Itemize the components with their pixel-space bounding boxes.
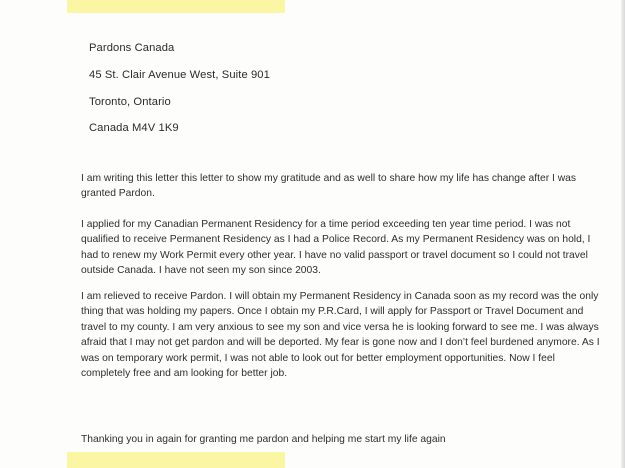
recipient-name: Pardons Canada bbox=[89, 42, 175, 54]
recipient-city: Toronto, Ontario bbox=[89, 96, 171, 108]
highlight-mark-top bbox=[67, 0, 285, 13]
page-edge-shadow bbox=[621, 0, 625, 468]
highlight-mark-bottom bbox=[67, 452, 285, 468]
recipient-street: 45 St. Clair Avenue West, Suite 901 bbox=[89, 69, 270, 81]
paragraph-background: I applied for my Canadian Permanent Residency for a time period exceeding ten year time period. I was not qualified to receive Permanent Residency as I had a Police Record. As my Permanent Residency was on hold, I had to renew my Work Permit every other year. I have no valid passport or travel document so I could not travel outside Canada. I have not seen my son since 2003. bbox=[81, 219, 591, 277]
recipient-postal: Canada M4V 1K9 bbox=[89, 122, 179, 134]
closing-line: Thanking you in again for granting me pardon and helping me start my life again bbox=[81, 434, 446, 445]
paragraph-relief: I am relieved to receive Pardon. I will obtain my Permanent Residency in Canada soon as my record was the only thing that was holding my papers. Once I obtain my P.R.Card, I will apply for Passport or Travel Document and travel to my county. I am very anxious to see my son and vice versa he is looking forward to see me. I was always afraid that I may not get pardon and will be deported. My fear is gone now and I don’t feel burdened anymore. As I was on temporary work permit, I was not able to look out for better employment opportunities. Now I feel completely free and am looking for better job. bbox=[81, 291, 600, 380]
paragraph-intro: I am writing this letter this letter to show my gratitude and as well to share how my life has change after I was granted Pardon. bbox=[81, 173, 577, 200]
